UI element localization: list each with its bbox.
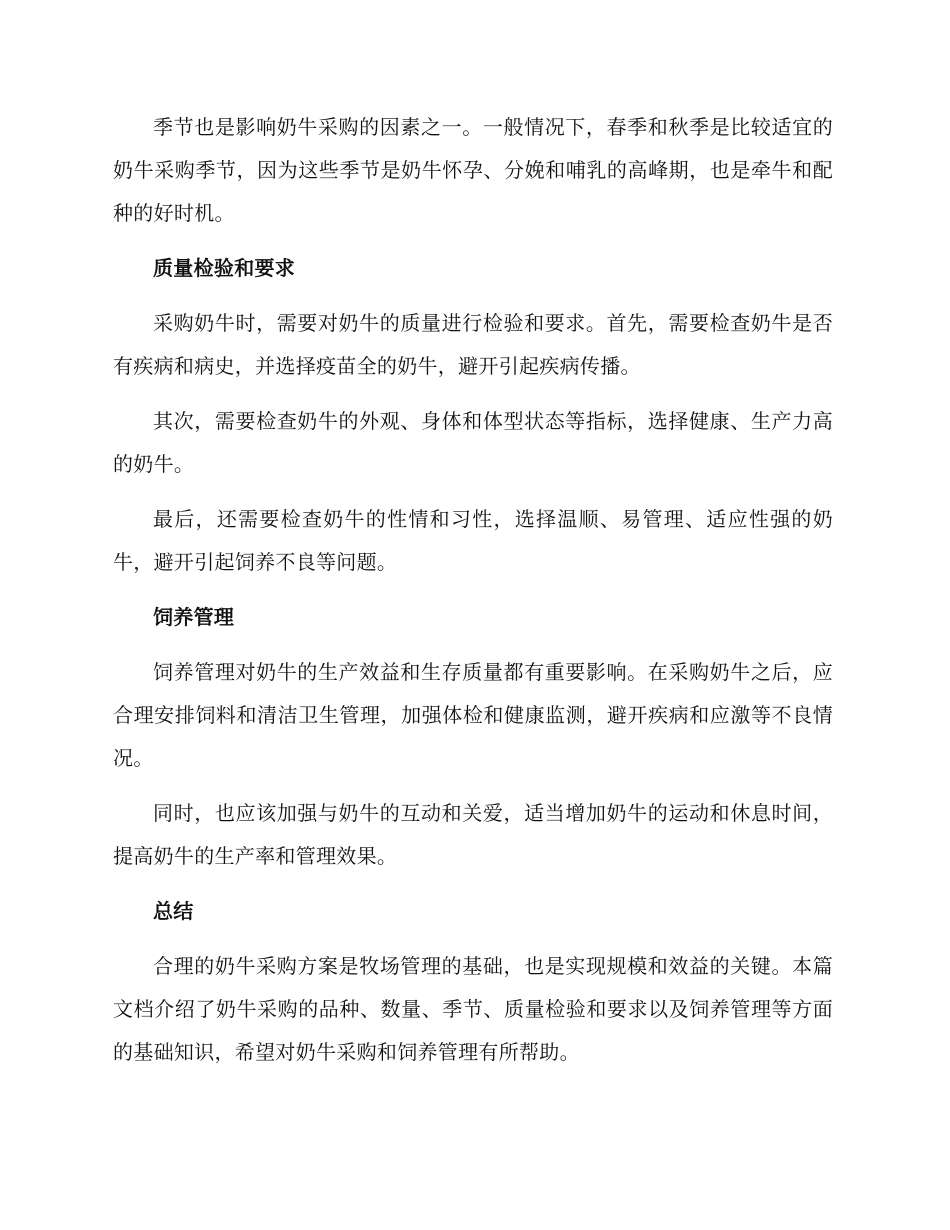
- summary-paragraph: 合理的奶牛采购方案是牧场管理的基础，也是实现规模和效益的关键。本篇文档介绍了奶牛采购的品种、数量、季节、质量检验和要求以及饲养管理等方面的基础知识，希望对奶牛采购和饲养管理有所帮助。: [113, 954, 833, 1064]
- quality-heading: 质量检验和要求: [153, 256, 296, 280]
- quality-paragraph-2: 其次，需要检查奶牛的外观、身体和体型状态等指标，选择健康、生产力高的奶牛。: [113, 409, 833, 476]
- season-paragraph: 季节也是影响奶牛采购的因素之一。一般情况下，春季和秋季是比较适宜的奶牛采购季节，因为这些季节是奶牛怀孕、分娩和哺乳的高峰期，也是牵牛和配种的好时机。: [113, 115, 833, 225]
- feeding-paragraph-1: 饲养管理对奶牛的生产效益和生存质量都有重要影响。在采购奶牛之后，应合理安排饲料和清洁卫生管理，加强体检和健康监测，避开疾病和应激等不良情况。: [113, 660, 833, 770]
- quality-paragraph-1: 采购奶牛时，需要对奶牛的质量进行检验和要求。首先，需要检查奶牛是否有疾病和病史，并选择疫苗全的奶牛，避开引起疾病传播。: [113, 311, 833, 378]
- document-body: [113, 106, 833, 1086]
- quality-paragraph-3: 最后，还需要检查奶牛的性情和习性，选择温顺、易管理、适应性强的奶牛，避开引起饲养不良等问题。: [113, 507, 833, 574]
- summary-heading: 总结: [153, 899, 194, 923]
- feeding-paragraph-2: 同时，也应该加强与奶牛的互动和关爱，适当增加奶牛的运动和休息时间，提高奶牛的生产率和管理效果。: [113, 801, 833, 868]
- feeding-heading: 饲养管理: [153, 605, 235, 629]
